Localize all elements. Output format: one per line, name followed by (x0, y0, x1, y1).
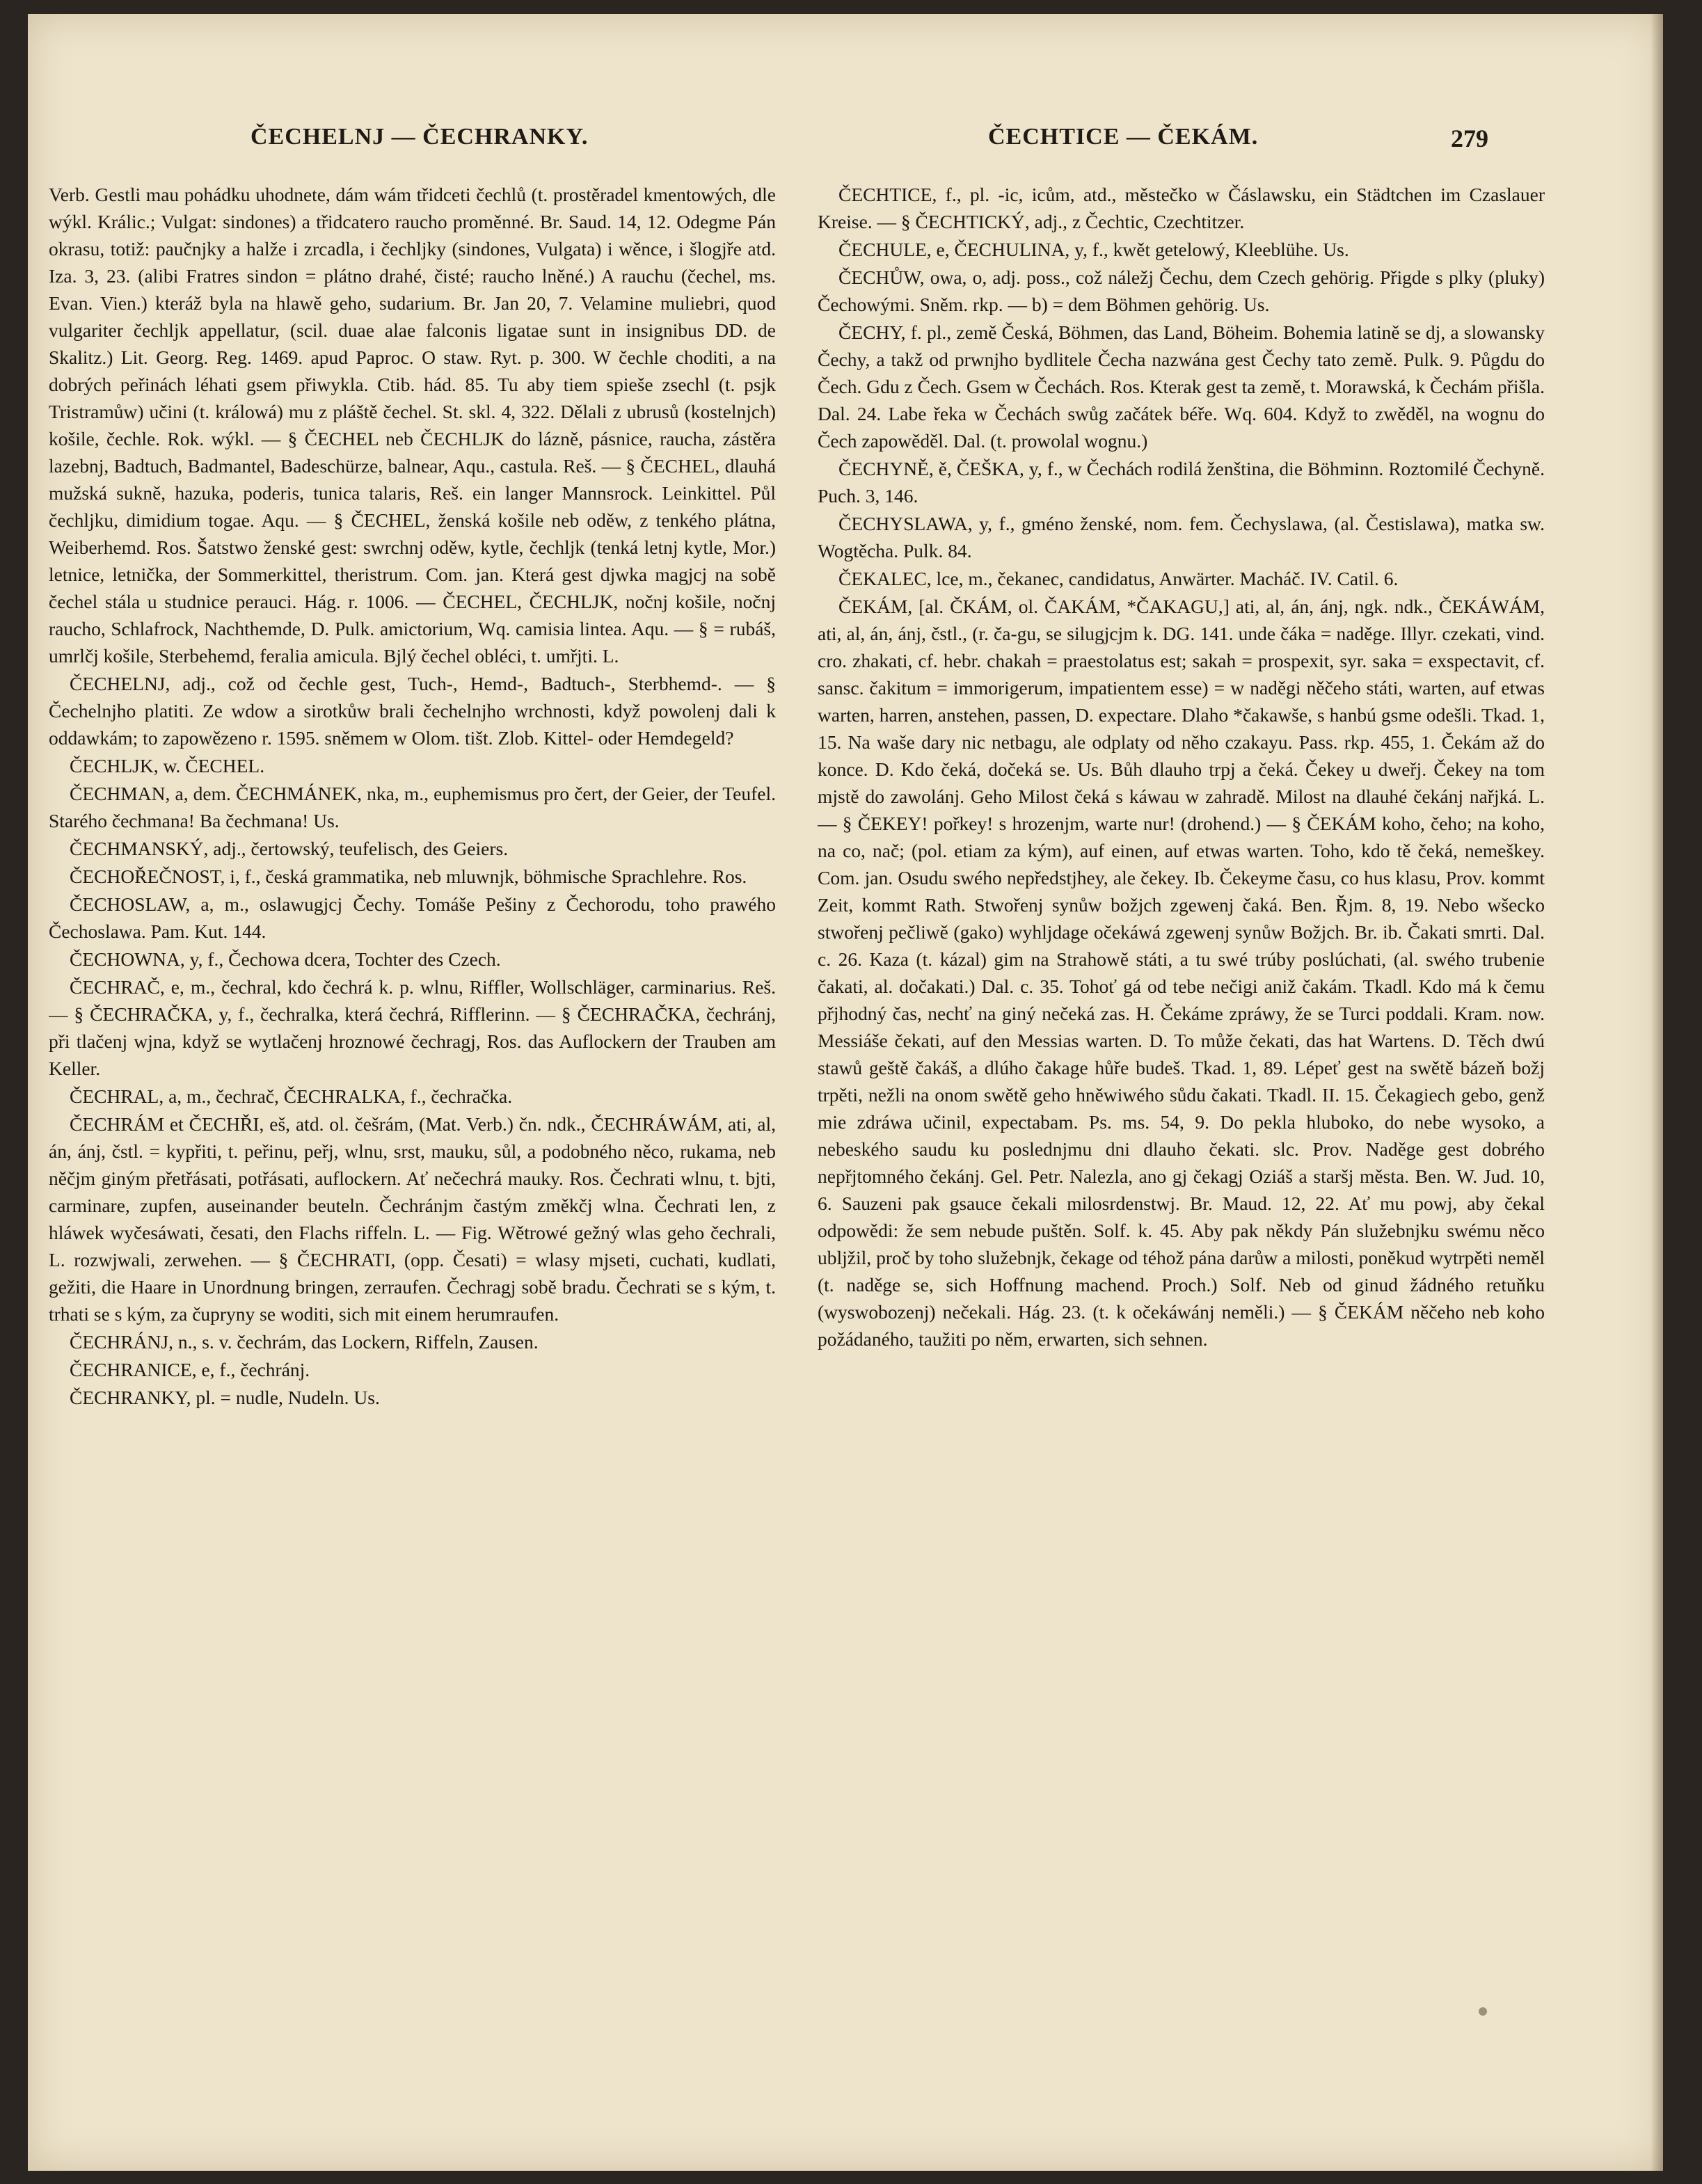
dictionary-entry: ČECHRÁNJ, n., s. v. čechrám, das Lockern, Riffeln, Zausen. (70, 1331, 539, 1353)
dictionary-entry: ČECHELNJ, adj., což od čechle gest, Tuch-, Hemd-, Badtuch-, Sterbhemd-. — § Čechelnjho platiti. Ze wdow a sirotkůw brali čechelnjho wrchnosti, když powolenj dali k oddawkám; to zapowězeno r. 1595. sněmem w Olom. tišt. Zlob. Kittel- oder Hemdegeld? (49, 673, 776, 749)
dictionary-entry: ČECHRÁM et ČECHŘI, eš, atd. ol. češrám, (Mat. Verb.) čn. ndk., ČECHRÁWÁM, ati, al, án, ánj, čstl. = kypřiti, t. peřinu, peřj, wlnu, srst, mauku, sůl, a podobného něco, rukama, neb něčjm giným přetřásati, potřásati, auflockern. Ať nečechrá mauky. Ros. Čechrati wlnu, t. bjti, carminare, zupfen, auseinander beuteln. Čechránjm častým změkčj wlna. Čechrati len, z hláwek wyčesáwati, česati, den Flachs riffeln. L. — Fig. Wětrowé gežný wlas geho čechrali, L. rozwjwali, zerwehen. — § ČECHRATI, (opp. Česati) = wlasy mjseti, cuchati, kudlati, gežiti, die Haare in Unordnung bringen, zerraufen. Čechragj sobě bradu. Čechrati se s kým, t. trhati se s kým, za čupryny se woditi, sich mit einem herumraufen. (49, 1113, 776, 1325)
ink-spot (1479, 2007, 1487, 2016)
dictionary-entry: ČECHMANSKÝ, adj., čertowský, teufelisch, des Geiers. (70, 838, 509, 859)
dictionary-entry: ČECHLJK, w. ČECHEL. (70, 755, 265, 776)
dictionary-entry: ČECHYSLAWA, y, f., gméno ženské, nom. fem. Čechyslawa, (al. Čestislawa), matka sw. Wogtěcha. Pulk. 84. (818, 513, 1545, 561)
dictionary-entry: ČECHOWNA, y, f., Čechowa dcera, Tochter des Czech. (70, 948, 501, 970)
dictionary-entry: ČECHMAN, a, dem. ČECHMÁNEK, nka, m., euphemismus pro čert, der Geier, der Teufel. Starého čechmana! Ba čechmana! Us. (49, 783, 776, 831)
dictionary-entry: ČECHRAL, a, m., čechrač, ČECHRALKA, f., čechračka. (70, 1085, 513, 1107)
dictionary-entry: ČECHOŘEČNOST, i, f., česká grammatika, neb mluwnjk, böhmische Sprachlehre. Ros. (70, 866, 747, 887)
right-column (818, 181, 1545, 2115)
dictionary-entry: ČECHRANKY, pl. = nudle, Nudeln. Us. (70, 1387, 380, 1408)
running-header-left: ČECHELNJ — ČECHRANKY. (250, 124, 589, 150)
dictionary-entry: Verb. Gestli mau pohádku uhodnete, dám wám třidceti čechlů (t. prostěradel kmentowých, dle wýkl. Králic.; Vulgat: sindones) a třidcatero raucho proměnné. Br. Saud. 14, 12. Odegme Pán okrasu, totiž: paučnjky a halže i zrcadla, i čechljky (sindones, Vulgata) i wěnce, i šlogjře atd. Iza. 3, 23. (alibi Fratres sindon = plátno drahé, čisté; raucho lněné.) A rauchu (čechel, ms. Evan. Vien.) kteráž byla na hlawě geho, sudarium. Br. Jan 20, 7. Velamine muliebri, quod vulgariter čechljk appellatur, (scil. duae alae falconis ligatae sunt in insignibus DD. de Skalitz.) Lit. Georg. Reg. 1469. apud Paproc. O staw. Ryt. p. 300. W čechle choditi, a na dobrých peřinách léhati gsem přiwykla. Ctib. hád. 85. Tu aby tiem spieše zsechl (t. psjk Tristramůw) učini (t. králowá) mu z pláště čechel. St. skl. 4, 322. Dělali z ubrusů (kostelnjch) košile, čechle. Rok. wýkl. — § ČECHEL neb ČECHLJK do lázně, pásnice, raucha, zástěra lazebnj, Badtuch, Badmantel, Badeschürze, balnear, Aqu., castula. Reš. — § ČECHEL, dlauhá mužská sukně, hazuka, poderis, tunica talaris, Reš. ein langer Mannsrock. Leinkittel. Půl čechljku, dimidium togae. Aqu. — § ČECHEL, ženská košile neb oděw, z tenkého plátna, Weiberhemd. Ros. Šatstwo ženské gest: swrchnj oděw, kytle, čechljk (tenká letnj kytle, Mor.) letnice, letnička, der Sommerkittel, theristrum. Com. jan. Která gest djwka magjcj na sobě čechel stála u studnice perauci. Hág. r. 1006. — ČECHEL, ČECHLJK, nočnj košile, nočnj raucho, Schlafrock, Nachthemde, D. Pulk. amictorium, Wq. camisia lintea. Aqu. — § = rubáš, umrlčj košile, Sterbehemd, feralia amicula. Bjlý čechel obléci, t. umřjti. L. (49, 184, 776, 667)
dictionary-page (28, 14, 1663, 2171)
dictionary-entry: ČECHŮW, owa, o, adj. poss., což náležj Čechu, dem Czech gehörig. Přigde s plky (pluky) Čechowými. Sněm. rkp. — b) = dem Böhmen gehörig. Us. (818, 266, 1545, 315)
dictionary-entry: ČECHRANICE, e, f., čechránj. (70, 1359, 310, 1380)
left-column (49, 181, 776, 2115)
dictionary-entry: ČECHULE, e, ČECHULINA, y, f., kwět getelowý, Kleeblühe. Us. (838, 239, 1349, 260)
dictionary-entry: ČEKALEC, lce, m., čekanec, candidatus, Anwärter. Macháč. IV. Catil. 6. (838, 568, 1399, 589)
running-header-right: ČECHTICE — ČEKÁM. (988, 124, 1259, 150)
dictionary-entry: ČECHTICE, f., pl. -ic, icům, atd., městečko w Čáslawsku, ein Städtchen im Czaslauer Kreise. — § ČECHTICKÝ, adj., z Čechtic, Czechtitzer. (818, 184, 1545, 232)
dictionary-entry: ČECHY, f. pl., země Česká, Böhmen, das Land, Böheim. Bohemia latině se dj, a slowansky Čechy, a takž od prwnjho bydlitele Čecha nazwána gest Čechy tato země. Pulk. 9. Půgdu do Čech. Gdu z Čech. Gsem w Čechách. Ros. Kterak gest ta země, t. Morawská, k Čechám přišla. Dal. 24. Labe řeka w Čechách swůg začátek béře. Wq. 604. Když to zwěděl, na wognu do Čech zapowěděl. Dal. (t. prowolal wognu.) (818, 321, 1545, 452)
dictionary-entry: ČEKÁM, [al. ČKÁM, ol. ČAKÁM, *ČAKAGU,] ati, al, án, ánj, ngk. ndk., ČEKÁWÁM, ati, al, án, ánj, čstl., (r. ča-gu, se silugjcjm k. DG. 141. unde čáka = naděge. Illyr. czekati, vind. cro. zhakati, cf. hebr. chakah = praestolatus est; sakah = prospexit, syr. saka = exspectavit, cf. sansc. čakitum = immorigerum, impatientem esse) = w naděgi něčeho státi, warten, auf etwas warten, harren, anstehen, passen, D. expectare. Dlaho *čakawše, s hanbú gsme odešli. Tkad. 1, 15. Na waše dary nic netbagu, ale odplaty od něho czakayu. Pass. rkp. 455, 1. Čekám až do konce. D. Kdo čeká, dočeká se. Us. Bůh dlauho trpj a čeká. Čekey u dweřj. Čekey na tom mjstě do zawolánj. Geho Milost čeká s káwau w zahradě. Milost na dlauhé čekánj nařjká. L. — § ČEKEY! pořkey! s hrozenjm, warte nur! (drohend.) — § ČEKÁM koho, čeho; na koho, na co, nač; (pol. etiam za kým), auf einen, auf etwas warten. Toho, kdo tě čeká, nemeškey. Com. jan. Osudu swého nepředstjhey, ale čekey. Ib. Čekeyme času, co hus klasu, Prov. kommt Zeit, kommt Rath. Stwořenj synůw božjch zgewenj čaká. Ben. Řjm. 8, 19. Nebo wšecko stwořenj pečliwě (gako) wyhljdage očekáwá zgewenj synůw Božjch. Br. ib. Čakati smrti. Dal. c. 26. Kaza (t. kázal) gim na Strahowě státi, a tu swé trúby poslúchati, (al. swého trubenie čakati, al. dočakati.) Dal. c. 35. Tohoť gá od tebe nečigi aniž čakám. Tkadl. Kdo má k čemu přjhodný čas, nechť na giný nečeká zas. H. Čekáme zpráwy, že se Turci poddali. Kram. now. Messiáše čekati, auf den Messias warten. D. To může čekati, das hat Wartens. D. Těch dwú stawů geště čakáš, a dlúho čakage hůře budeš. Tkad. 1, 89. Lépeť gest na swětě bázeň božj trpěti, nežli na onom swětě geho hněwiwého sůdu čakati. Tkadl. II. 15. Čekagiech gebo, genž mie zdráwa učinil, expectabam. Ps. ms. 54, 9. Do pekla hluboko, do nebe wysoko, a nebeského saudu ku poslednjmu dni dlauho čekati. slc. Prov. Naděge gest dobrého nepřjtomného čekánj. Gel. Petr. Nalezla, ano gj čekagj Oziáš a staršj města. Ben. W. Jud. 10, 6. Sauzeni pak gsauce čekali milosrdenstwj. Br. Maud. 12, 22. Ať mu powj, aby čekal odpowědi: že sem nebude puštěn. Solf. k. 45. Aby pak někdy Pán služebnjku swému něco ubljžil, proč by toho služebnjk, čekage od téhož pána darůw a milosti, poněkud wytrpěti neměl (t. naděge se, sich Hoffnung machend. Proch.) Solf. Neb od ginud žádného retuňku (wyswobozenj) nečekali. Hág. 23. (t. k očekáwánj neměli.) — § ČEKÁM něčeho neb koho požádaného, taužiti po něm, erwarten, sich sehnen. (818, 596, 1545, 1350)
page-number: 279 (1451, 125, 1488, 152)
dictionary-entry: ČECHYNĚ, ě, ČEŠKA, y, f., w Čechách rodilá ženština, die Böhminn. Roztomilé Čechyně. Puch. 3, 146. (818, 458, 1545, 507)
dictionary-entry: ČECHRAČ, e, m., čechral, kdo čechrá k. p. wlnu, Riffler, Wollschläger, carminarius. Reš. — § ČECHRAČKA, y, f., čechralka, která čechrá, Rifflerinn. — § ČECHRAČKA, čechránj, při tlačenj wjna, když se wytlačenj hroznowé čechragj, Ros. das Auflockern der Trauben am Keller. (49, 976, 776, 1079)
page-edge-shadow (1651, 14, 1663, 2171)
dictionary-entry: ČECHOSLAW, a, m., oslawugjcj Čechy. Tomáše Pešiny z Čechorodu, toho prawého Čechoslawa. Pam. Kut. 144. (49, 893, 776, 942)
